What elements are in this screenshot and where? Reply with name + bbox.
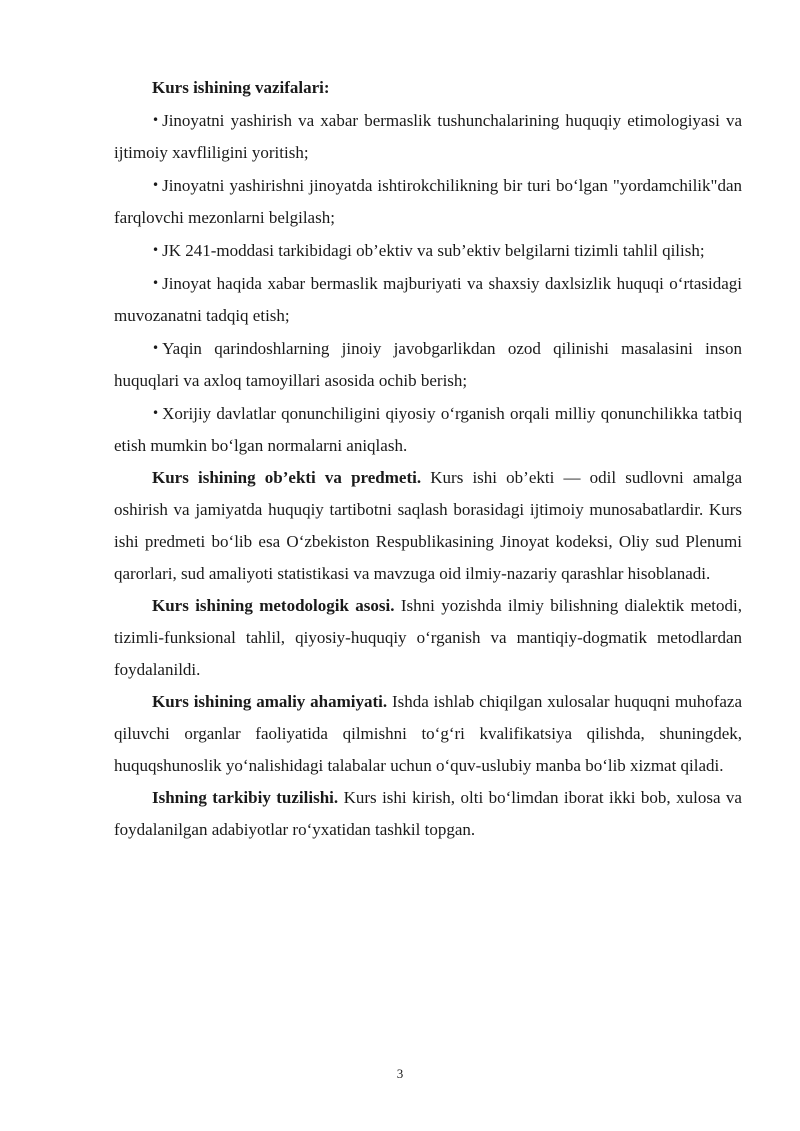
bullet-icon: • [152, 341, 160, 355]
task-item-2 [114, 169, 742, 234]
practical-paragraph [114, 686, 742, 782]
methodology-label: Kurs ishining metodologik asosi. [152, 596, 395, 615]
task-item-text: Jinoyatni yashirishni jinoyatda ishtirokchilikning bir turi bo‘lgan "yordamchilik"dan farqlovchi mezonlarni belgilash; [114, 176, 742, 227]
task-item-text: Jinoyat haqida xabar bermaslik majburiyati va shaxsiy daxlsizlik huquqi o‘rtasidagi muvozanatni tadqiq etish; [114, 274, 742, 325]
bullet-icon: • [152, 243, 160, 257]
object-paragraph [114, 462, 742, 590]
bullet-icon: • [152, 178, 160, 192]
object-text: Kurs ishi ob’ekti — odil sudlovni amalga oshirish va jamiyatda huquqiy tartibotni saqlash borasidagi ijtimoiy munosabatlardir. Kurs ishi predmeti bo‘lib esa O‘zbekiston Respublikasining Jinoyat kodeksi, Oliy sud Plenumi qarorlari, sud amaliyoti statistikasi va mavzuga oid ilmiy-nazariy qarashlar hisoblanadi. [114, 468, 742, 583]
structure-text: Kurs ishi kirish, olti bo‘limdan iborat ikki bob, xulosa va foydalanilgan adabiyotlar ro‘yxatidan tashkil topgan. [114, 788, 742, 839]
structure-paragraph [114, 782, 742, 846]
page-number: 3 [396, 1066, 404, 1081]
tasks-heading: Kurs ishining vazifalari: [152, 78, 330, 97]
task-item-6 [114, 397, 742, 462]
task-item-text: Xorijiy davlatlar qonunchiligini qiyosiy o‘rganish orqali milliy qonunchilikka tatbiq etish mumkin bo‘lgan normalarni aniqlash. [114, 404, 742, 455]
bullet-icon: • [152, 406, 160, 420]
practical-label: Kurs ishining amaliy ahamiyati. [152, 692, 388, 711]
document-page [114, 72, 742, 846]
task-item-text: Jinoyatni yashirish va xabar bermaslik tushunchalarining huquqiy etimologiyasi va ijtimoiy xavfliligini yoritish; [114, 111, 742, 162]
bullet-icon: • [152, 113, 160, 127]
object-label: Kurs ishining ob’ekti va predmeti. [152, 468, 422, 487]
methodology-paragraph [114, 590, 742, 686]
task-item-5 [114, 332, 742, 397]
task-item-text: JK 241-moddasi tarkibidagi ob’ektiv va sub’ektiv belgilarni tizimli tahlil qilish; [162, 241, 705, 260]
task-item-text: Yaqin qarindoshlarning jinoiy javobgarlikdan ozod qilinishi masalasini inson huquqlari va axloq tamoyillari asosida ochib berish; [114, 339, 742, 390]
bullet-icon: • [152, 276, 160, 290]
methodology-text: Ishni yozishda ilmiy bilishning dialektik metodi, tizimli-funksional tahlil, qiyosiy-huquqiy o‘rganish va mantiqiy-dogmatik metodlardan foydalanildi. [114, 596, 742, 679]
structure-label: Ishning tarkibiy tuzilishi. [152, 788, 339, 807]
task-item-3 [114, 234, 742, 267]
practical-text: Ishda ishlab chiqilgan xulosalar huquqni muhofaza qiluvchi organlar faoliyatida qilmishni to‘g‘ri kvalifikatsiya qilishda, shuningdek, huquqshunoslik yo‘nalishidagi talabalar uchun o‘quv-uslubiy manba bo‘lib xizmat qiladi. [114, 692, 743, 775]
task-item-1 [114, 104, 742, 169]
task-item-4 [114, 267, 742, 332]
